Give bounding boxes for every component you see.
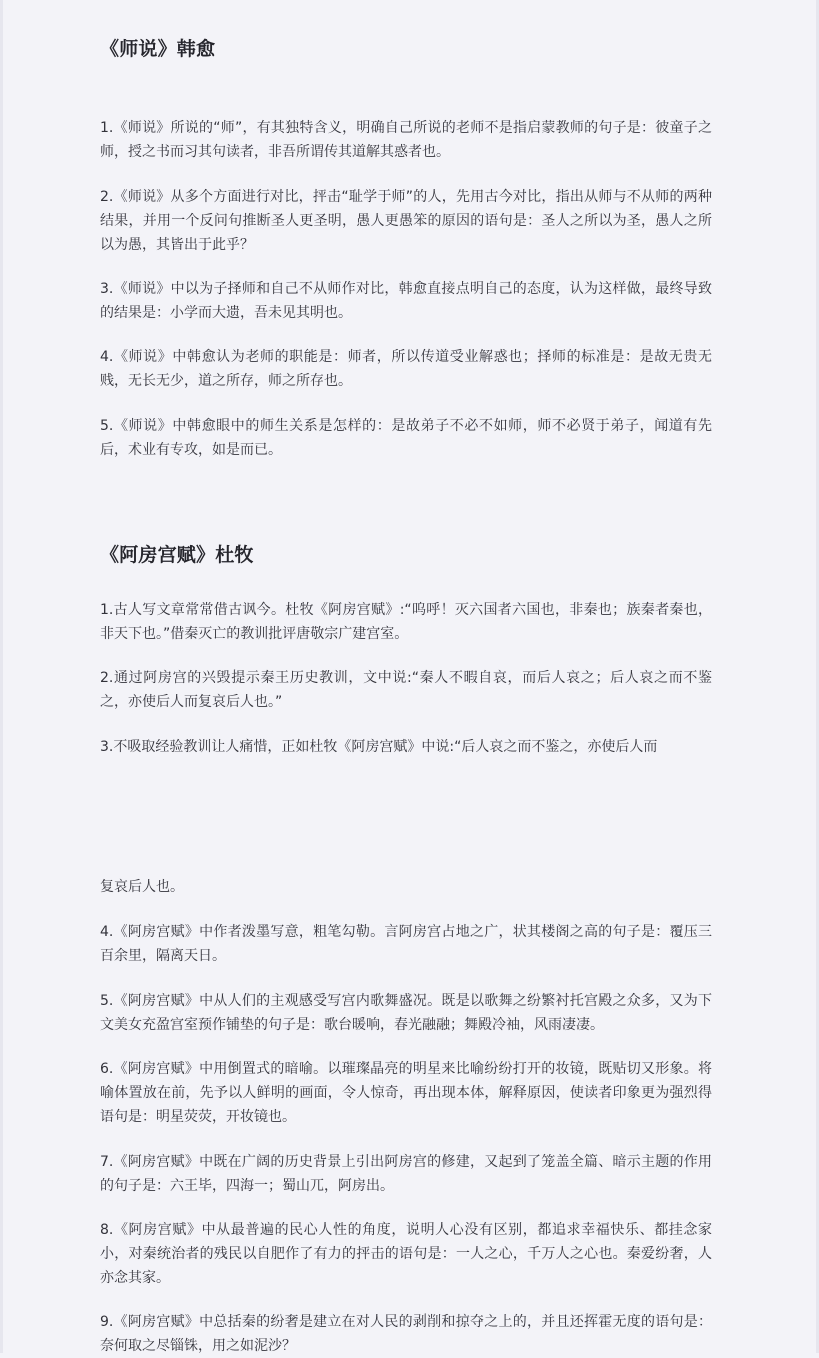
section-title-afanggongfu: 《阿房宫赋》杜牧	[100, 544, 254, 566]
shishuo-item-4: 4.《师说》中韩愈认为老师的职能是：师者，所以传道受业解惑也；择师的标准是：是故无贵无贱，无长无少，道之所存，师之所存也。	[100, 349, 712, 389]
shishuo-item-5: 5.《师说》中韩愈眼中的师生关系是怎样的：是故弟子不必不如师，师不必贤于弟子，闻道有先后，术业有专攻，如是而已。	[100, 418, 712, 458]
afanggongfu-item-3-continued: 复哀后人也。	[100, 879, 184, 895]
afanggongfu-item-3: 3.不吸取经验教训让人痛惜，正如杜牧《阿房宫赋》中说:“后人哀之而不鉴之，亦使后人而	[100, 739, 658, 755]
afanggongfu-item-7: 7.《阿房宫赋》中既在广阔的历史背景上引出阿房宫的修建，又起到了笼盖全篇、暗示主题的作用的句子是：六王毕，四海一；蜀山兀，阿房出。	[100, 1154, 712, 1194]
shishuo-item-3: 3.《师说》中以为子择师和自己不从师作对比，韩愈直接点明自己的态度，认为这样做，最终导致的结果是：小学而大遗，吾未见其明也。	[100, 281, 712, 321]
afanggongfu-item-6: 6.《阿房宫赋》中用倒置式的暗喻。以璀璨晶亮的明星来比喻纷纷打开的妆镜，既贴切又形象。将喻体置放在前，先予以人鲜明的画面，令人惊奇，再出现本体，解释原因，使读者印象更为强烈得语句是：明星荧荧，开妆镜也。	[100, 1061, 712, 1125]
page-edge-left	[0, 0, 3, 1353]
afanggongfu-item-2: 2.通过阿房宫的兴毁提示秦王历史教训，文中说:“秦人不暇自哀，而后人哀之；后人哀之而不鉴之，亦使后人而复哀后人也。”	[100, 670, 712, 710]
afanggongfu-item-1: 1.古人写文章常常借古讽今。杜牧《阿房宫赋》:“呜呼！灭六国者六国也，非秦也；族秦者秦也，非天下也。”借秦灭亡的教训批评唐敬宗广建宫室。	[100, 602, 712, 642]
afanggongfu-item-4: 4.《阿房宫赋》中作者泼墨写意，粗笔勾勒。言阿房宫占地之广，状其楼阁之高的句子是：覆压三百余里，隔离天日。	[100, 924, 712, 964]
afanggongfu-item-8: 8.《阿房宫赋》中从最普遍的民心人性的角度，说明人心没有区别，都追求幸福快乐、都挂念家小，对秦统治者的残民以自肥作了有力的抨击的语句是：一人之心，千万人之心也。秦爱纷奢，人亦念其家。	[100, 1222, 712, 1286]
shishuo-item-1: 1.《师说》所说的“师”，有其独特含义，明确自己所说的老师不是指启蒙教师的句子是：彼童子之师，授之书而习其句读者，非吾所谓传其道解其惑者也。	[100, 120, 712, 160]
section-title-shishuo: 《师说》韩愈	[100, 38, 216, 60]
afanggongfu-item-5: 5.《阿房宫赋》中从人们的主观感受写宫内歌舞盛况。既是以歌舞之纷繁衬托宫殿之众多，又为下文美女充盈宫室预作铺垫的句子是：歌台暖响，春光融融；舞殿冷袖，风雨凄凄。	[100, 993, 712, 1033]
afanggongfu-item-9: 9.《阿房宫赋》中总括秦的纷奢是建立在对人民的剥削和掠夺之上的，并且还挥霍无度的语句是：奈何取之尽锱铢，用之如泥沙？	[100, 1314, 712, 1354]
shishuo-item-2: 2.《师说》从多个方面进行对比，抨击“耻学于师”的人，先用古今对比，指出从师与不从师的两种结果，并用一个反问句推断圣人更圣明，愚人更愚笨的原因的语句是：圣人之所以为圣，愚人之所以为愚，其皆出于此乎？	[100, 189, 712, 253]
